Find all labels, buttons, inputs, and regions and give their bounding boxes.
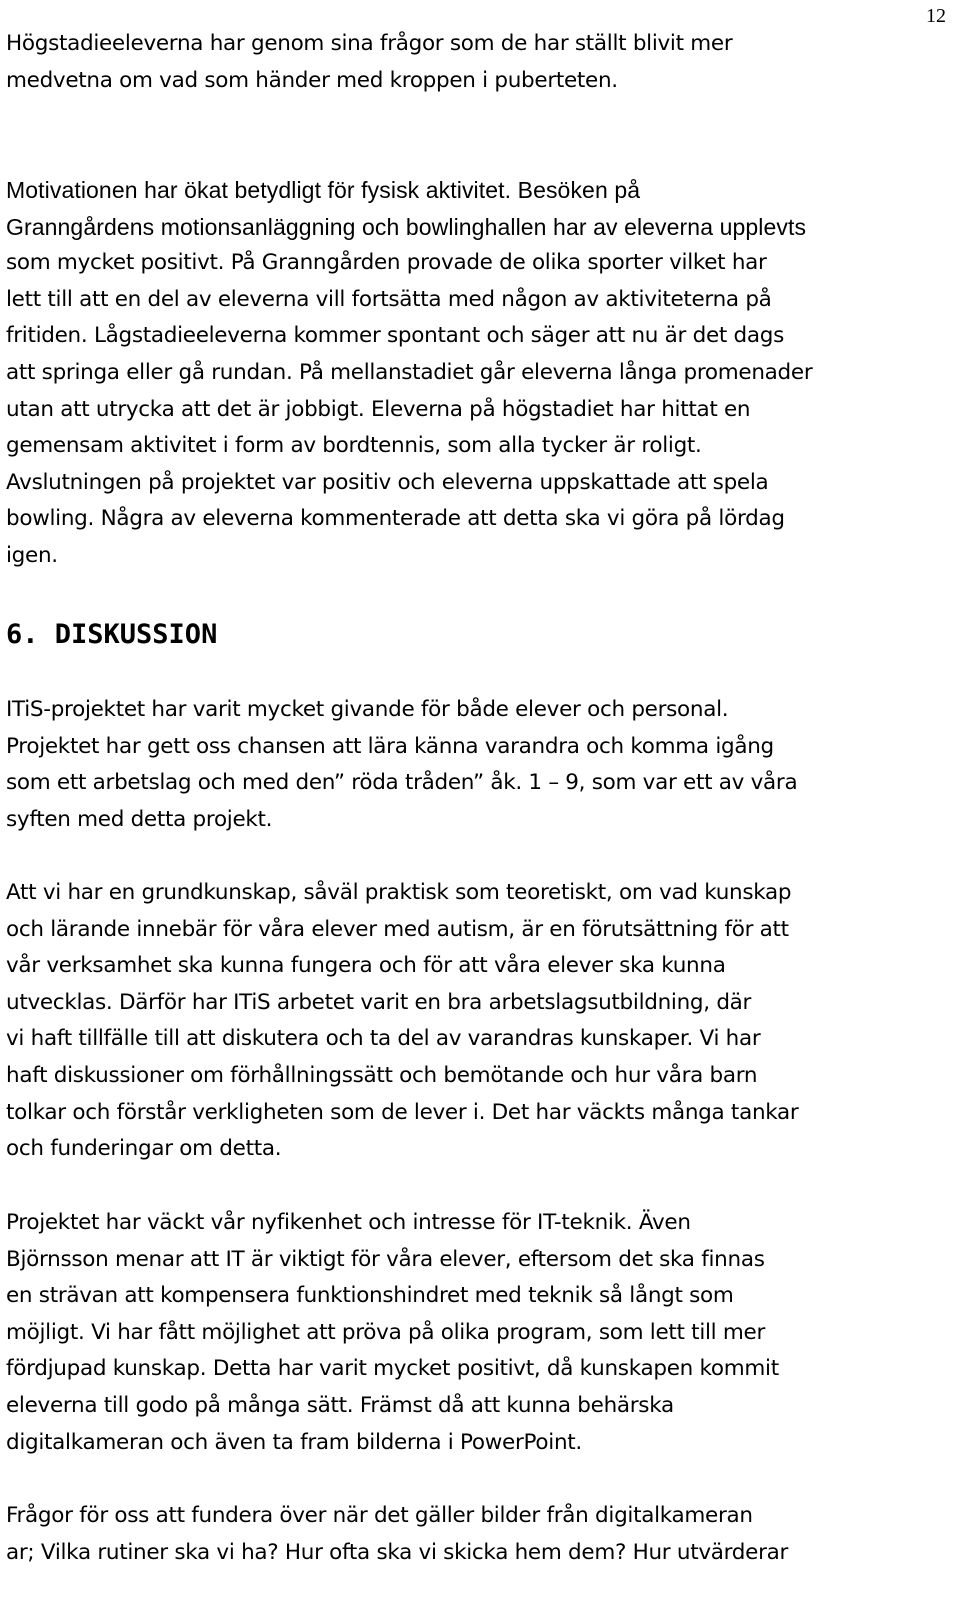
text-line: Frågor för oss att fundera över när det gäller bilder från digitalkameran bbox=[6, 1503, 753, 1528]
text-line: Projektet har väckt vår nyfikenhet och intresse för IT-teknik. Även bbox=[6, 1210, 691, 1235]
text-line: bowling. Några av eleverna kommenterade att detta ska vi göra på lördag bbox=[6, 506, 785, 532]
text-line: syften med detta projekt. bbox=[6, 806, 273, 832]
text-line: gemensam aktivitet i form av bordtennis, som alla tycker är roligt. bbox=[6, 433, 702, 459]
text-line: tolkar och förstår verkligheten som de lever i. Det har väckts många tankar bbox=[6, 1099, 799, 1125]
text-line: vår verksamhet ska kunna fungera och för att våra elever ska kunna bbox=[6, 953, 726, 979]
paragraph-questions bbox=[6, 1498, 942, 1571]
text-line: Motivationen har ökat betydligt för fysisk aktivitet. Besöken på bbox=[6, 177, 641, 203]
text-line: fördjupad kunskap. Detta har varit mycket positivt, då kunskapen kommit bbox=[6, 1356, 779, 1382]
text-line: Projektet har gett oss chansen att lära känna varandra och komma igång bbox=[6, 733, 774, 759]
text-line: som mycket positivt. På Granngården provade de olika sporter vilket har bbox=[6, 250, 767, 276]
text-line: Granngårdens motionsanläggning och bowlinghallen har av eleverna upplevts bbox=[6, 213, 807, 240]
text-line: Avslutningen på projektet var positiv och eleverna uppskattade att spela bbox=[6, 469, 769, 495]
text-line: medvetna om vad som händer med kroppen i puberteten. bbox=[6, 67, 618, 93]
text-line: Högstadieeleverna har genom sina frågor som de har ställt blivit mer bbox=[6, 31, 733, 56]
section-heading: 6. DISKUSSION bbox=[6, 619, 218, 650]
text-line: Att vi har en grundkunskap, såväl praktisk som teoretiskt, om vad kunskap bbox=[6, 880, 792, 905]
text-line: utan att utrycka att det är jobbigt. Eleverna på högstadiet har hittat en bbox=[6, 396, 751, 422]
text-line: vi haft tillfälle till att diskutera och ta del av varandras kunskaper. Vi har bbox=[6, 1026, 761, 1052]
text-line: fritiden. Lågstadieeleverna kommer spontant och säger att nu är det dags bbox=[6, 323, 785, 349]
text-line: igen. bbox=[6, 542, 58, 568]
text-line: och lärande innebär för våra elever med autism, är en förutsättning för att bbox=[6, 916, 789, 942]
text-line: Björnsson menar att IT är viktigt för våra elever, eftersom det ska finnas bbox=[6, 1246, 765, 1272]
text-line: utvecklas. Därför har ITiS arbetet varit en bra arbetslagsutbildning, där bbox=[6, 989, 752, 1015]
text-line: lett till att en del av eleverna vill fortsätta med någon av aktiviteterna på bbox=[6, 286, 772, 312]
text-line: eleverna till godo på många sätt. Främst då att kunna behärska bbox=[6, 1392, 674, 1418]
text-line: som ett arbetslag och med den” röda tråden” åk. 1 – 9, som var ett av våra bbox=[6, 770, 798, 796]
text-line: ar; Vilka rutiner ska vi ha? Hur ofta ska vi skicka hem dem? Hur utvärderar bbox=[6, 1539, 789, 1565]
paragraph-basic-knowledge bbox=[6, 875, 942, 1168]
page-number: 12 bbox=[926, 5, 946, 27]
paragraph-itis-project bbox=[6, 692, 942, 838]
text-line: och funderingar om detta. bbox=[6, 1136, 282, 1162]
text-line: digitalkameran och även ta fram bilderna i PowerPoint. bbox=[6, 1429, 582, 1455]
paragraph-it-interest bbox=[6, 1205, 942, 1461]
text-line: att springa eller gå rundan. På mellanstadiet går eleverna långa promenader bbox=[6, 359, 813, 385]
text-line: en strävan att kompensera funktionshindret med teknik så långt som bbox=[6, 1283, 734, 1309]
paragraph-motivation bbox=[6, 172, 942, 575]
text-line: haft diskussioner om förhållningssätt och bemötande och hur våra barn bbox=[6, 1062, 758, 1088]
text-line: möjligt. Vi har fått möjlighet att pröva på olika program, som lett till mer bbox=[6, 1319, 765, 1345]
paragraph-puberty bbox=[6, 26, 942, 99]
text-line: ITiS-projektet har varit mycket givande för både elever och personal. bbox=[6, 697, 729, 722]
